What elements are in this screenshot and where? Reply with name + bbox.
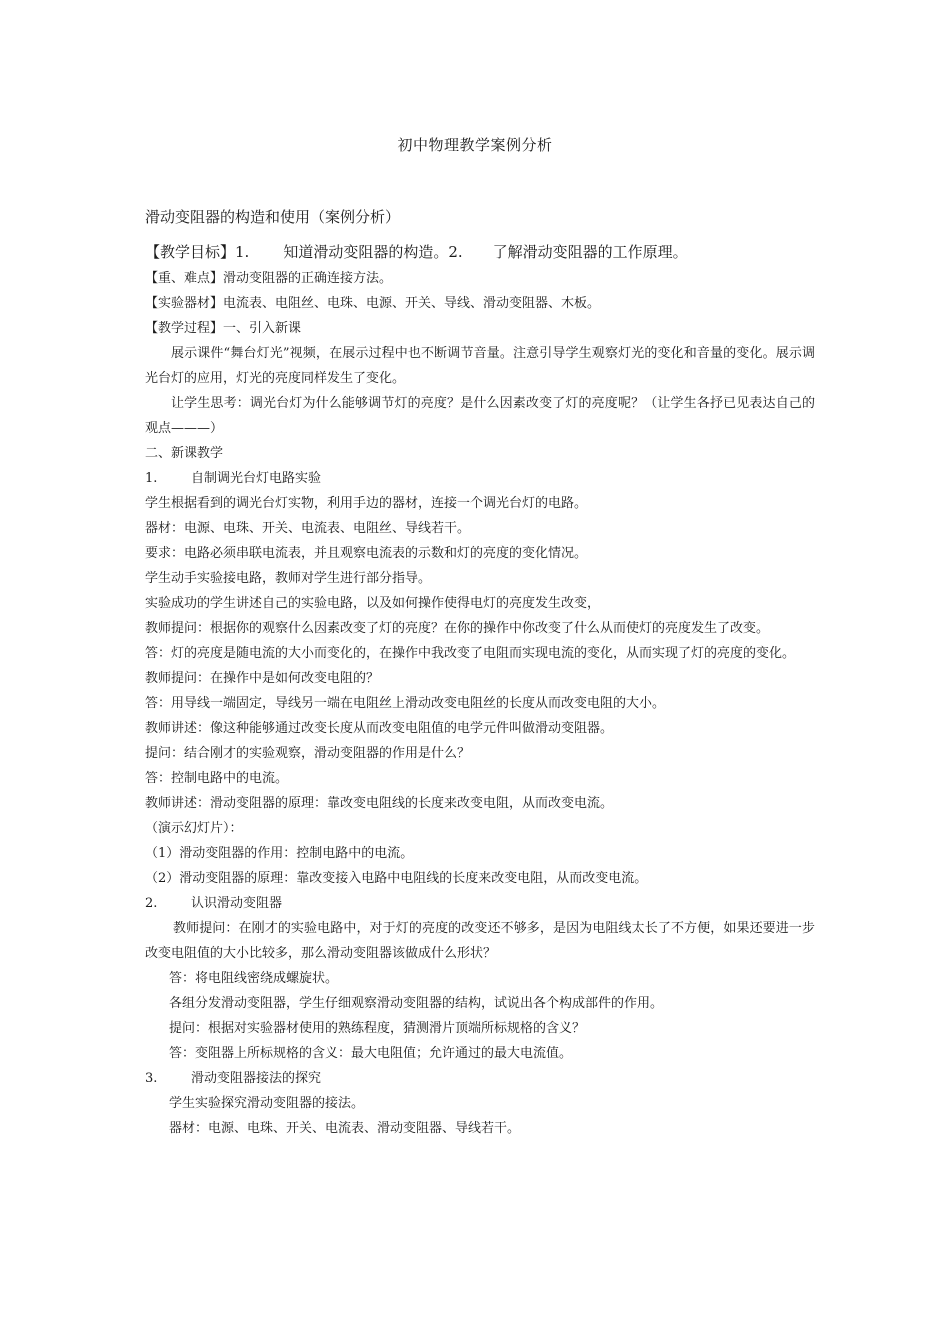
teaching-goal-label: 【教学目标】1. — [145, 243, 250, 261]
text-paragraph: 答：灯的亮度是随电流的大小而变化的，在操作中我改变了电阻而实现电流的变化，从而实现了灯的亮度的变化。 — [145, 646, 796, 661]
text-line: 答：将电阻线密绕成螺旋状。 — [169, 971, 339, 986]
text-line: 器材：电源、电珠、开关、电流表、电阻丝、导线若干。 — [145, 521, 471, 536]
subsection-3-title: 滑动变阻器接法的探究 — [191, 1071, 322, 1086]
text-line: 教师讲述：滑动变阻器的原理：靠改变电阻线的长度来改变电阻，从而改变电流。 — [145, 796, 614, 811]
text-line: 学生根据看到的调光台灯实物，利用手边的器材，连接一个调光台灯的电路。 — [145, 496, 588, 511]
subsection-3-number: 3. — [145, 1071, 158, 1086]
text-line: 要求：电路必须串联电流表，并且观察电流表的示数和灯的亮度的变化情况。 — [145, 546, 588, 561]
text-line: 提问：根据对实验器材使用的熟练程度，猜测滑片顶端所标规格的含义？ — [169, 1021, 586, 1036]
text-paragraph: 教师提问：根据你的观察什么因素改变了灯的亮度？在你的操作中你改变了什么从而使灯的亮度发生了改变。 — [145, 621, 770, 636]
subsection-2-title: 认识滑动变阻器 — [191, 896, 283, 911]
text-line: 各组分发滑动变阻器，学生仔细观察滑动变阻器的结构，试说出各个构成部件的作用。 — [169, 996, 664, 1011]
text-line: 器材：电源、电珠、开关、电流表、滑动变阻器、导线若干。 — [169, 1121, 521, 1136]
key-points-line: 【重、难点】滑动变阻器的正确连接方法。 — [145, 271, 393, 286]
materials-line: 【实验器材】电流表、电阻丝、电珠、电源、开关、导线、滑动变阻器、木板。 — [145, 296, 601, 311]
subsection-2-number: 2. — [145, 896, 158, 911]
text-line: 教师提问：在操作中是如何改变电阻的？ — [145, 671, 380, 686]
document-title: 初中物理教学案例分析 — [397, 136, 553, 154]
subsection-3-heading — [145, 1066, 815, 1091]
text-line: （1）滑动变阻器的作用：控制电路中的电流。 — [145, 846, 414, 861]
text-line: 答：变阻器上所标规格的含义：最大电阻值；允许通过的最大电流值。 — [169, 1046, 573, 1061]
text-line: 实验成功的学生讲述自己的实验电路，以及如何操作使得电灯的亮度发生改变， — [145, 596, 601, 611]
text-line: 提问：结合刚才的实验观察，滑动变阻器的作用是什么？ — [145, 746, 471, 761]
teaching-goal-line — [145, 241, 688, 262]
teaching-goal-item-1: 知道滑动变阻器的构造。2. — [283, 243, 463, 261]
text-paragraph: 教师提问：在刚才的实验电路中，对于灯的亮度的改变还不够多，是因为电阻线太长了不方便，如果还要进一步改变电阻值的大小比较多，那么滑动变阻器该做成什么形状？ — [145, 921, 815, 961]
section-2-heading: 二、新课教学 — [145, 446, 224, 461]
text-line: 答：用导线一端固定，导线另一端在电阻丝上滑动改变电阻丝的长度从而改变电阻的大小。 — [145, 696, 666, 711]
teaching-goal-item-2: 了解滑动变阻器的工作原理。 — [492, 243, 688, 261]
intro-paragraph-2: 让学生思考：调光台灯为什么能够调节灯的亮度？是什么因素改变了灯的亮度呢？（让学生各抒已见表达自己的观点———） — [145, 396, 815, 436]
subsection-1-number: 1. — [145, 471, 158, 486]
document-body — [145, 266, 815, 1141]
text-line: （演示幻灯片）： — [145, 821, 243, 836]
text-line: 教师讲述：像这种能够通过改变长度从而改变电阻值的电学元件叫做滑动变阻器。 — [145, 721, 614, 736]
text-line: 学生实验探究滑动变阻器的接法。 — [169, 1096, 365, 1111]
text-line: （2）滑动变阻器的原理：靠改变接入电路中电阻线的长度来改变电阻，从而改变电流。 — [145, 871, 648, 886]
subsection-2-heading — [145, 891, 815, 916]
lesson-subtitle: 滑动变阻器的构造和使用（案例分析） — [145, 208, 401, 226]
subsection-1-heading — [145, 466, 815, 491]
subsection-1-title: 自制调光台灯电路实验 — [191, 471, 322, 486]
text-line: 学生动手实验接电路，教师对学生进行部分指导。 — [145, 571, 432, 586]
text-line: 答：控制电路中的电流。 — [145, 771, 289, 786]
process-heading: 【教学过程】一、引入新课 — [145, 321, 302, 336]
intro-paragraph-1: 展示课件“舞台灯光”视频，在展示过程中也不断调节音量。注意引导学生观察灯光的变化和音量的变化。展示调光台灯的应用，灯光的亮度同样发生了变化。 — [145, 346, 815, 386]
